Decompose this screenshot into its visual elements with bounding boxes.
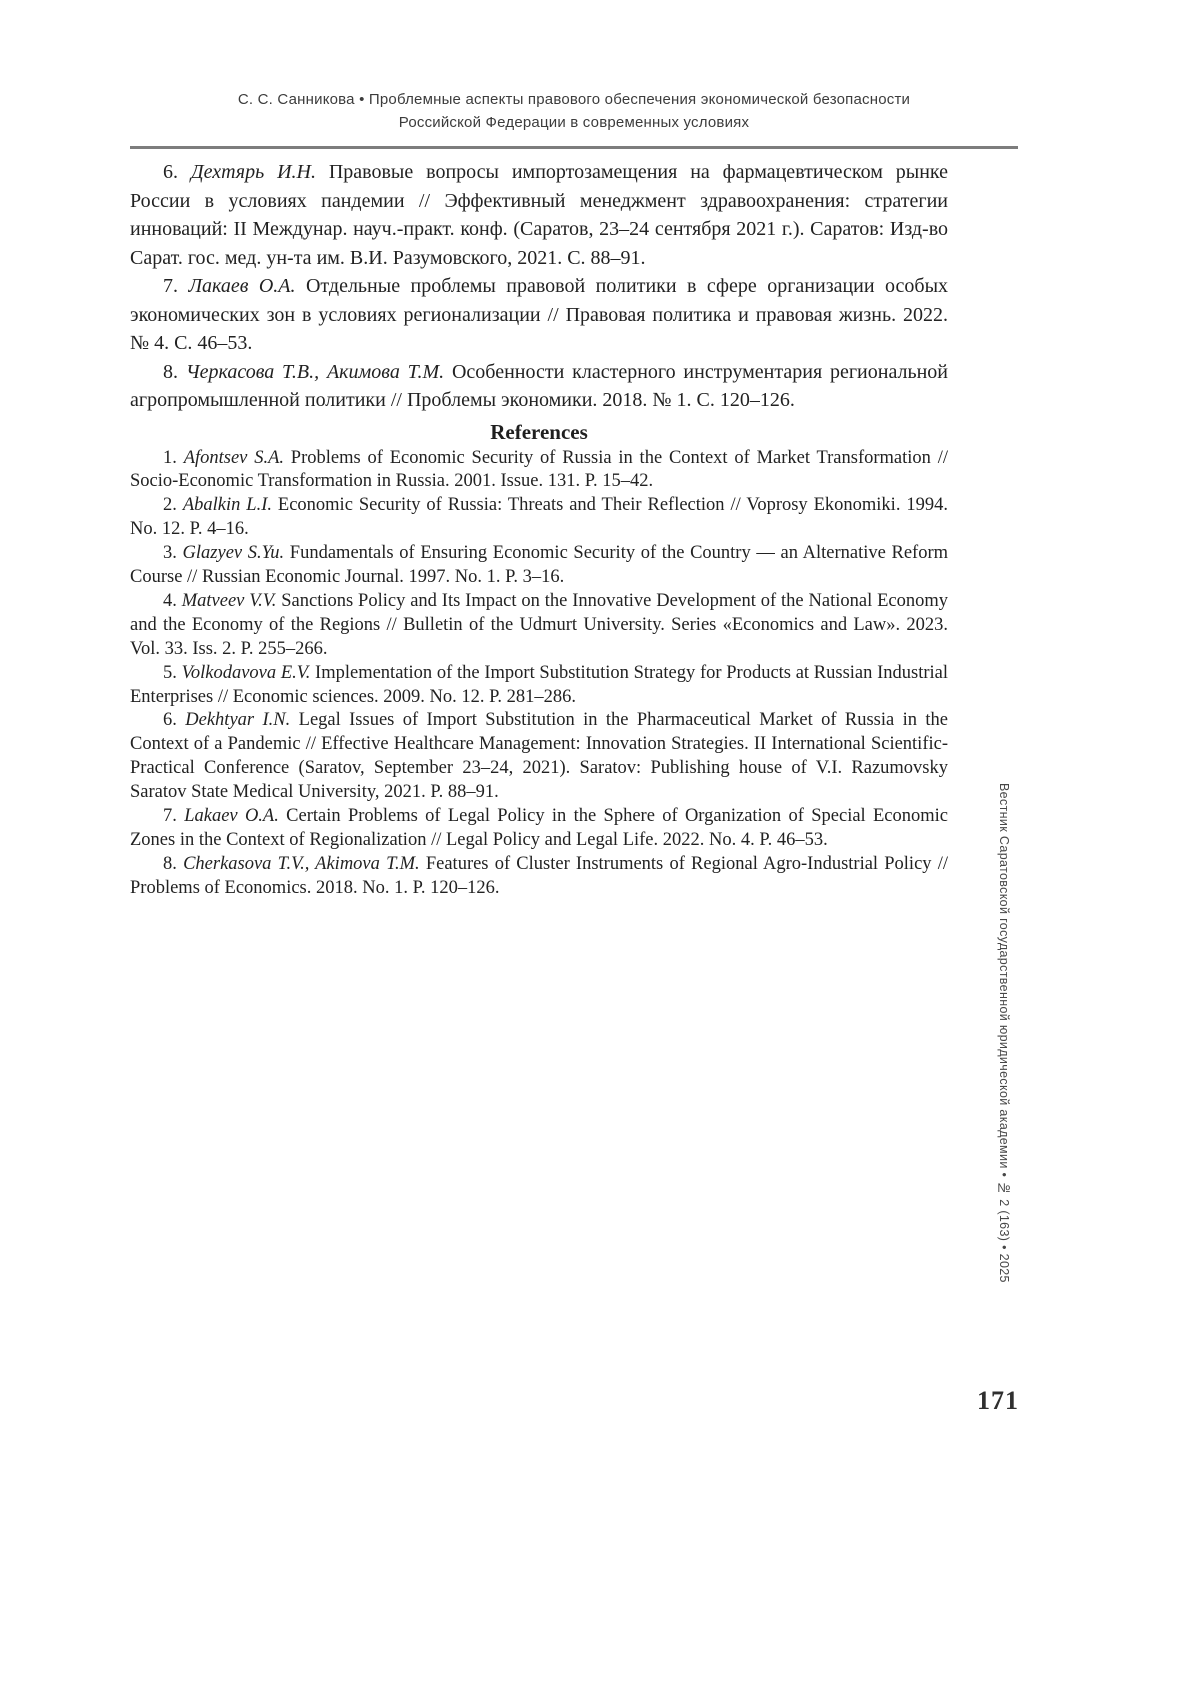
header-divider-rule: [130, 146, 1018, 149]
page-number: 171: [977, 1386, 1019, 1415]
reference-item: 3. Glazyev S.Yu. Fundamentals of Ensuring Economic Security of the Country — an Alternative Reform Course // Russian Economic Journal. 1997. No. 1. P. 3–16.: [130, 543, 949, 588]
reference-item: 2. Abalkin L.I. Economic Security of Russia: Threats and Their Reflection // Voprosy Ekonomiki. 1994. No. 12. P. 4–16.: [130, 495, 949, 540]
reference-authors: Afontsev S.A.: [183, 447, 284, 468]
reference-authors: Дехтярь И.Н.: [190, 161, 316, 183]
reference-item: 1. Afontsev S.A. Problems of Economic Security of Russia in the Context of Market Transformation // Socio-Economic Transformation in Russia. 2001. Issue. 131. P. 15–42.: [130, 447, 948, 492]
reference-authors: Matveev V.V.: [181, 590, 277, 611]
running-head-line2: Российской Федерации в современных условиях: [398, 114, 750, 131]
references-heading: References: [490, 419, 588, 444]
reference-authors: Cherkasova T.V., Akimova T.M.: [183, 853, 420, 874]
reference-authors: Лакаев О.А.: [188, 275, 296, 297]
reference-authors: Dekhtyar I.N.: [185, 710, 291, 731]
reference-authors: Черкасова Т.В., Акимова Т.М.: [185, 360, 445, 383]
reference-authors: Glazyev S.Yu.: [182, 543, 285, 564]
bibliography-ru-list: [130, 158, 948, 415]
reference-authors: Volkodavova E.V.: [181, 662, 311, 683]
page-content: [130, 158, 948, 901]
journal-spine-caption: Вестник Саратовской государственной юридической академии • № 2 (163) • 2025: [997, 783, 1011, 1283]
running-head: [130, 88, 1018, 134]
reference-authors: Lakaev O.A.: [184, 806, 279, 827]
reference-item: 8. Cherkasova T.V., Akimova T.M. Features of Cluster Instruments of Regional Agro-Industrial Policy // Problems of Economics. 2018. No. 1. P. 120–126.: [130, 853, 948, 898]
reference-item: 4. Matveev V.V. Sanctions Policy and Its Impact on the Innovative Development of the National Economy and the Economy of the Regions // Bulletin of the Udmurt University. Series «Economics and Law». 2023. Vol. 33. Iss. 2. P. 255–266.: [130, 590, 948, 659]
reference-item: 6. Dekhtyar I.N. Legal Issues of Import Substitution in the Pharmaceutical Market of Russia in the Context of a Pandemic // Effective Healthcare Management: Innovation Strategies. II International Scientific-Practical Conference (Saratov, September 23–24, 2021). Saratov: Publishing house of V.I. Razumovsky Saratov State Medical University, 2021. P. 88–91.: [130, 710, 949, 803]
reference-item: 7. Лакаев О.А. Отдельные проблемы правовой политики в сфере организации особых экономических зон в условиях регионализации // Правовая политика и правовая жизнь. 2022. № 4. С. 46–53.: [130, 275, 949, 354]
reference-item: 7. Lakaev O.A. Certain Problems of Legal Policy in the Sphere of Organization of Special Economic Zones in the Context of Regionalization // Legal Policy and Legal Life. 2022. No. 4. P. 46–53.: [130, 806, 948, 850]
references-list: [130, 447, 948, 901]
reference-item: 8. Черкасова Т.В., Акимова Т.М. Особенности кластерного инструментария региональной агропромышленной политики // Проблемы экономики. 2018. № 1. С. 120–126.: [130, 360, 949, 411]
running-head-line1: С. С. Санникова • Проблемные аспекты правового обеспечения экономической безопасности: [237, 91, 911, 108]
reference-authors: Abalkin L.I.: [182, 495, 272, 516]
reference-item: 5. Volkodavova E.V. Implementation of the Import Substitution Strategy for Products at Russian Industrial Enterprises // Economic sciences. 2009. No. 12. P. 281–286.: [130, 662, 949, 707]
reference-item: 6. Дехтярь И.Н. Правовые вопросы импортозамещения на фармацевтическом рынке России в условиях пандемии // Эффективный менеджмент здравоохранения: стратегии инноваций: II Междунар. науч.-практ. конф. (Саратов, 23–24 сентября 2021 г.). Саратов: Изд-во Сарат. гос. мед. ун-та им. В.И. Разумовского, 2021. С. 88–91.: [130, 161, 948, 269]
